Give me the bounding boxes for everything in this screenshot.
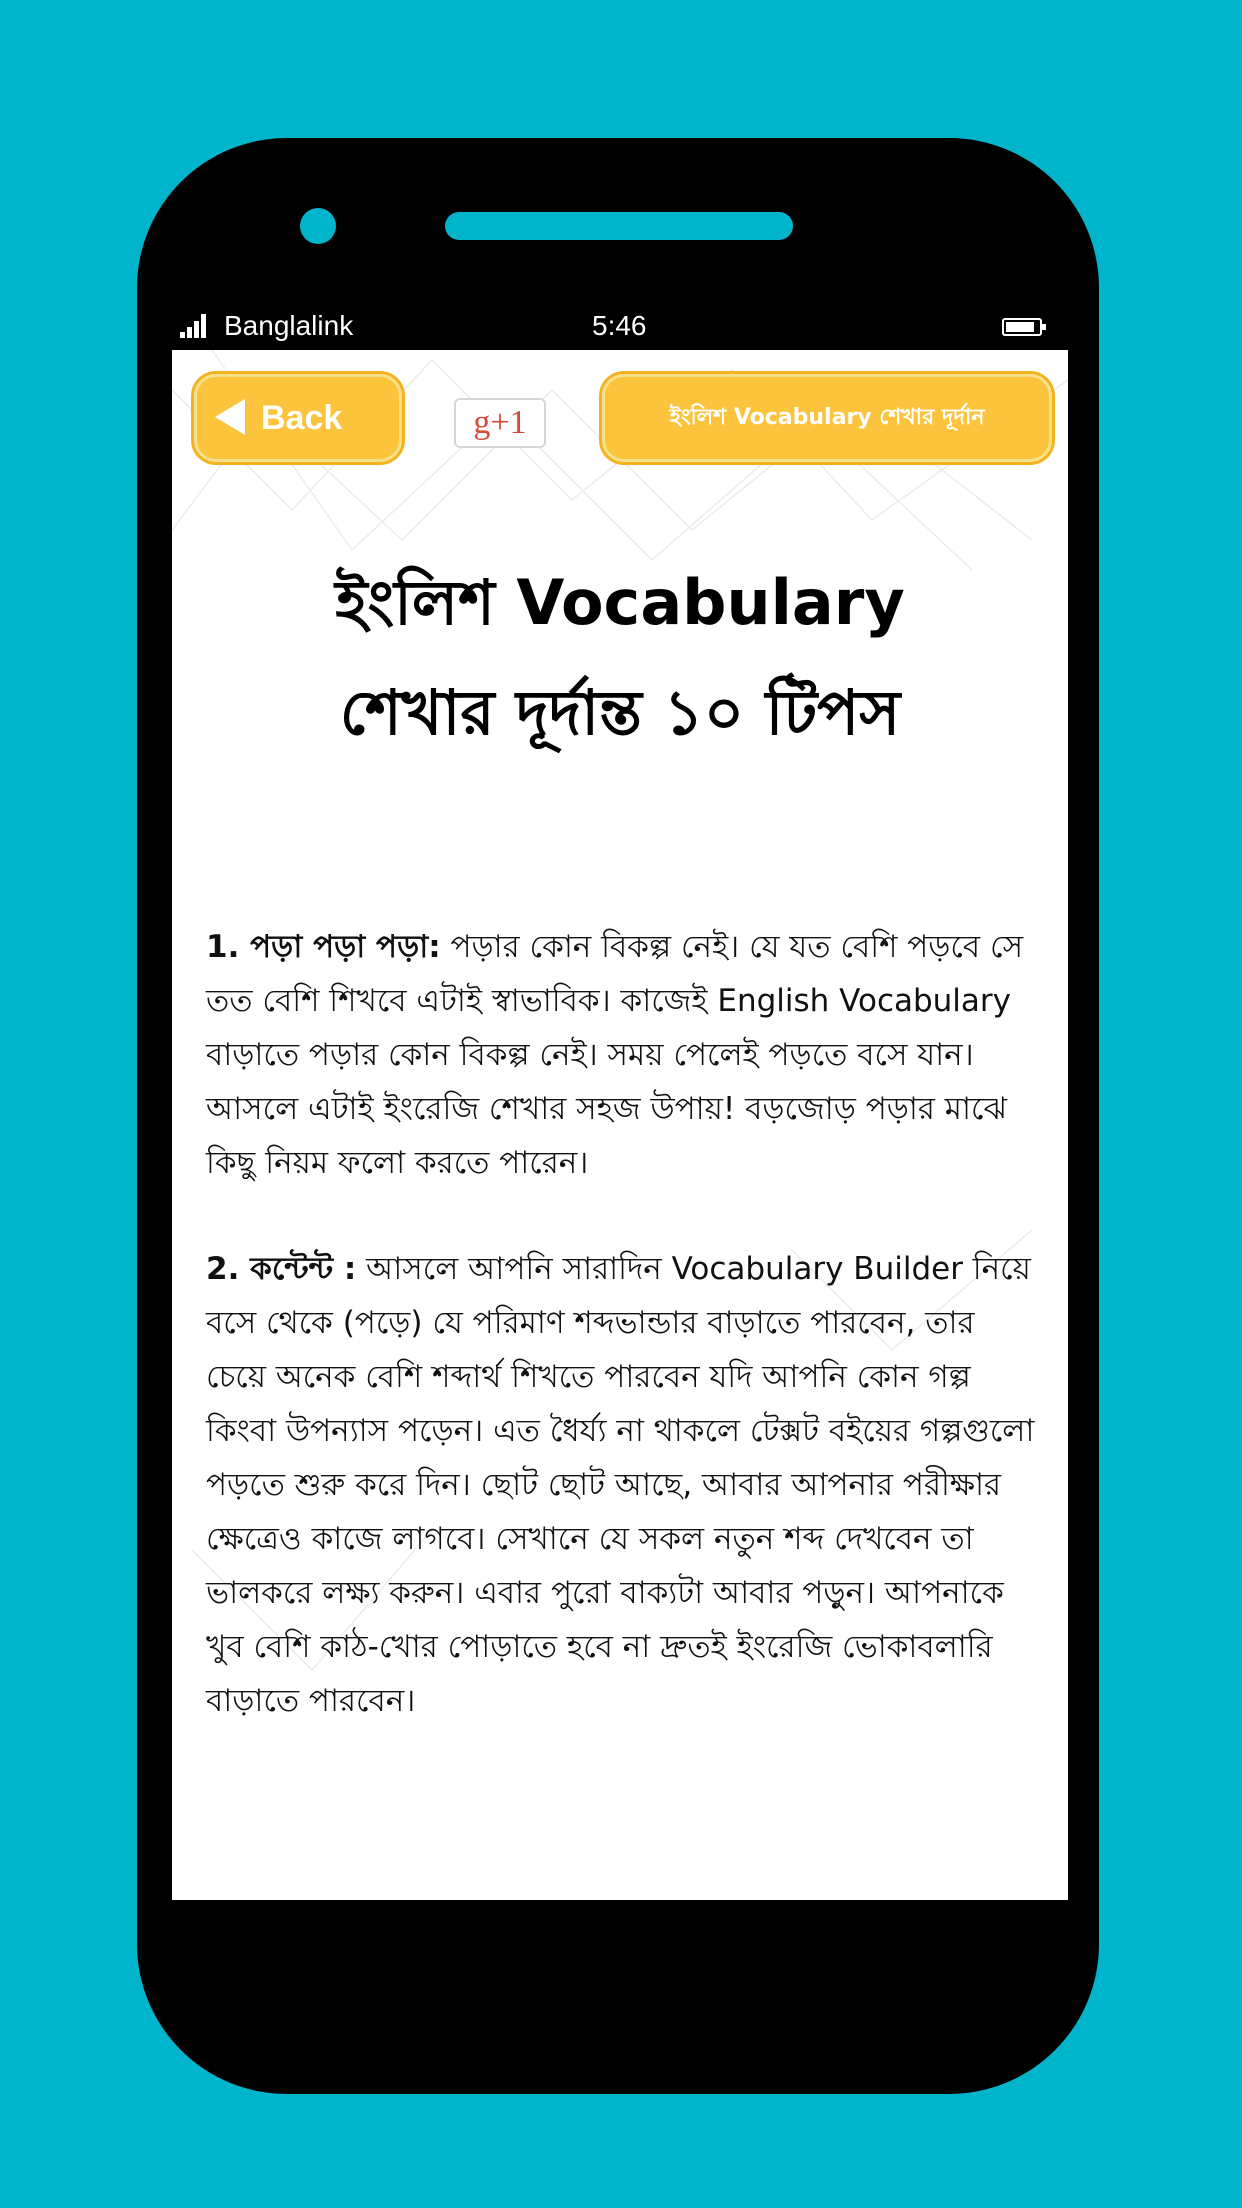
toolbar (172, 350, 1068, 480)
clock: 5:46 (592, 310, 647, 341)
earpiece-speaker (445, 212, 793, 240)
article-section (206, 920, 1042, 1190)
app-screen (172, 350, 1068, 1900)
section-heading: 2. কন্টেন্ট : (206, 1251, 357, 1287)
status-bar (172, 308, 1068, 348)
carrier-name: Banglalink (224, 310, 354, 341)
back-button[interactable] (194, 374, 402, 462)
article-section (206, 1242, 1042, 1728)
back-button-label: Back (261, 399, 343, 437)
front-camera (300, 208, 336, 244)
page-title-line2: শেখার দূর্দান্ত ১০ টিপস (339, 676, 901, 749)
page-title-line1: ইংলিশ Vocabulary (335, 566, 905, 639)
battery-icon (1002, 318, 1042, 336)
google-plus-one-button[interactable]: g+1 (454, 398, 546, 448)
section-body: পড়ার কোন বিকল্প নেই। যে যত বেশি পড়বে সে তত বেশি শিখবে এটাই স্বাভাবিক। কাজেই English Vocabulary বাড়াতে পড়ার কোন বিকল্প নেই। সময় পেলেই পড়তে বসে যান। আসলে এটাই ইংরেজি শেখার সহজ উপায়! বড়জোড় পড়ার মাঝে কিছু নিয়ম ফলো করতে পারেন। (206, 929, 1024, 1181)
section-body: আসলে আপনি সারাদিন Vocabulary Builder নিয়ে বসে থেকে (পড়ে) যে পরিমাণ শব্দভান্ডার বাড়াতে পারবেন, তার চেয়ে অনেক বেশি শব্দার্থ শিখতে পারবেন যদি আপনি কোন গল্প কিংবা উপন্যাস পড়েন। এত ধৈর্য্য না থাকলে টেক্সট বইয়ের গল্পগুলো পড়তে শুরু করে দিন। ছোট ছোট আছে, আবার আপনার পরীক্ষার ক্ষেত্রেও কাজে লাগবে। সেখানে যে সকল নতুন শব্দ দেখবেন তা ভালকরে লক্ষ্য করুন। এবার পুরো বাক্যটা আবার পড়ুন। আপনাকে খুব বেশি কাঠ-খোর পোড়াতে হবে না দ্রুতই ইংরেজি ভোকাবলারি বাড়াতে পারবেন। (206, 1251, 1035, 1719)
article-body (206, 920, 1042, 1780)
back-arrow-icon (215, 399, 245, 435)
page-title (172, 548, 1068, 768)
title-button[interactable]: ইংলিশ Vocabulary শেখার দূর্দান (602, 374, 1052, 462)
signal-icon (180, 314, 208, 338)
section-heading: 1. পড়া পড়া পড়া: (206, 929, 441, 965)
